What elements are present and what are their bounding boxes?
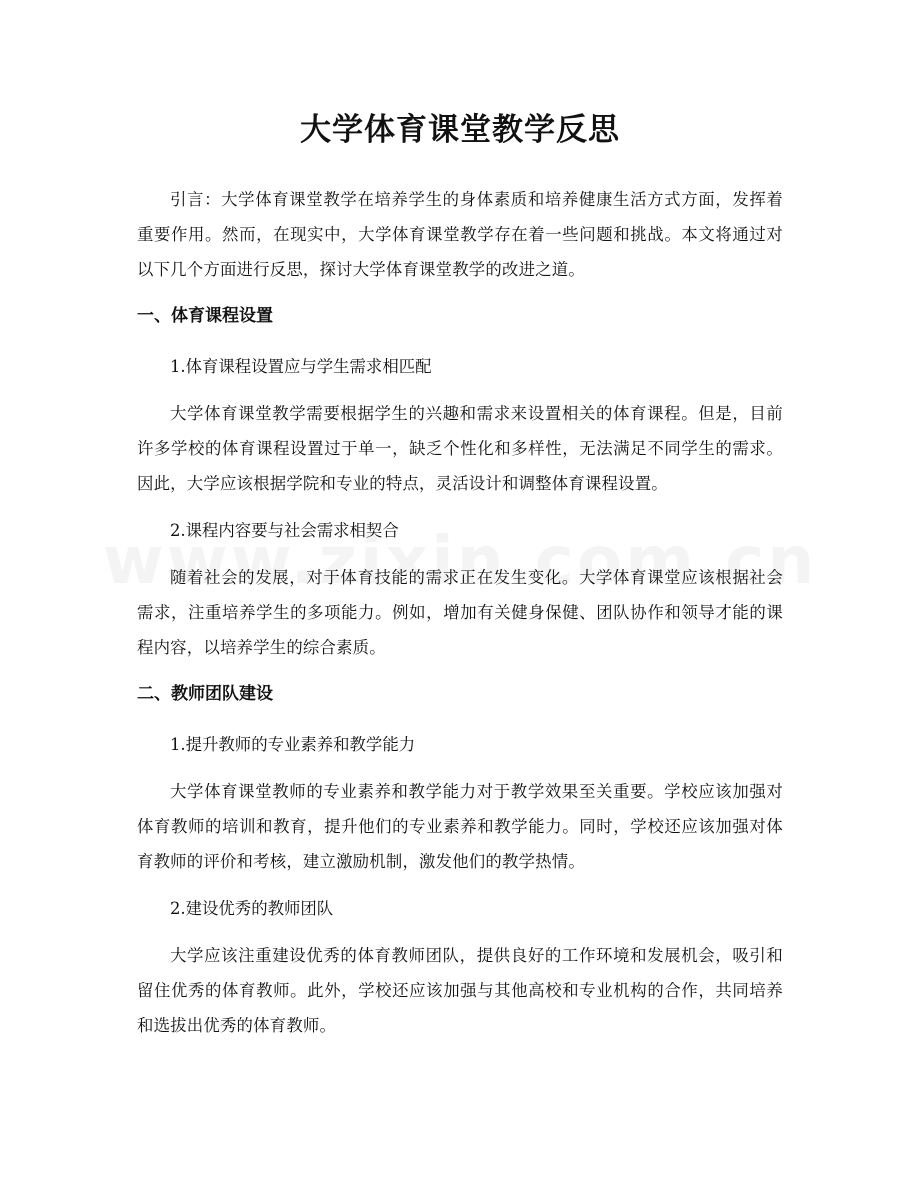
body-paragraph: 大学体育课堂教师的专业素养和教学能力对于教学效果至关重要。学校应该加强对体育教师的培训和教育，提升他们的专业素养和教学能力。同时，学校还应该加强对体育教师的评价和考核，建立激励机制，激发他们的教学热情。	[137, 782, 783, 871]
section-course-setup	[137, 299, 783, 665]
section-heading: 二、教师团队建设	[137, 684, 273, 704]
document-title: 大学体育课堂教学反思	[300, 112, 620, 148]
subsection-heading: 1.体育课程设置应与学生需求相匹配	[170, 357, 432, 376]
body-paragraph: 大学应该注重建设优秀的体育教师团队，提供良好的工作环境和发展机会，吸引和留住优秀的体育教师。此外，学校还应该加强与其他高校和专业机构的合作，共同培养和选拔出优秀的体育教师。	[137, 946, 783, 1035]
intro-paragraph: 引言：大学体育课堂教学在培养学生的身体素质和培养健康生活方式方面，发挥着重要作用。然而，在现实中，大学体育课堂教学存在着一些问题和挑战。本文将通过对以下几个方面进行反思，探讨大学体育课堂教学的改进之道。	[137, 190, 783, 279]
document-body	[137, 182, 783, 1055]
subsection-heading: 2.建设优秀的教师团队	[170, 899, 334, 918]
subsection-heading: 1.提升教师的专业素养和教学能力	[170, 735, 416, 754]
subsection-heading: 2.课程内容要与社会需求相契合	[170, 521, 399, 540]
section-teacher-team	[137, 677, 783, 1043]
body-paragraph: 随着社会的发展，对于体育技能的需求正在发生变化。大学体育课堂应该根据社会需求，注重培养学生的多项能力。例如，增加有关健身保健、团队协作和领导才能的课程内容，以培养学生的综合素质。	[137, 568, 783, 657]
section-heading: 一、体育课程设置	[137, 306, 273, 326]
body-paragraph: 大学体育课堂教学需要根据学生的兴趣和需求来设置相关的体育课程。但是，目前许多学校的体育课程设置过于单一，缺乏个性化和多样性，无法满足不同学生的需求。因此，大学应该根据学院和专业的特点，灵活设计和调整体育课程设置。	[137, 404, 783, 493]
